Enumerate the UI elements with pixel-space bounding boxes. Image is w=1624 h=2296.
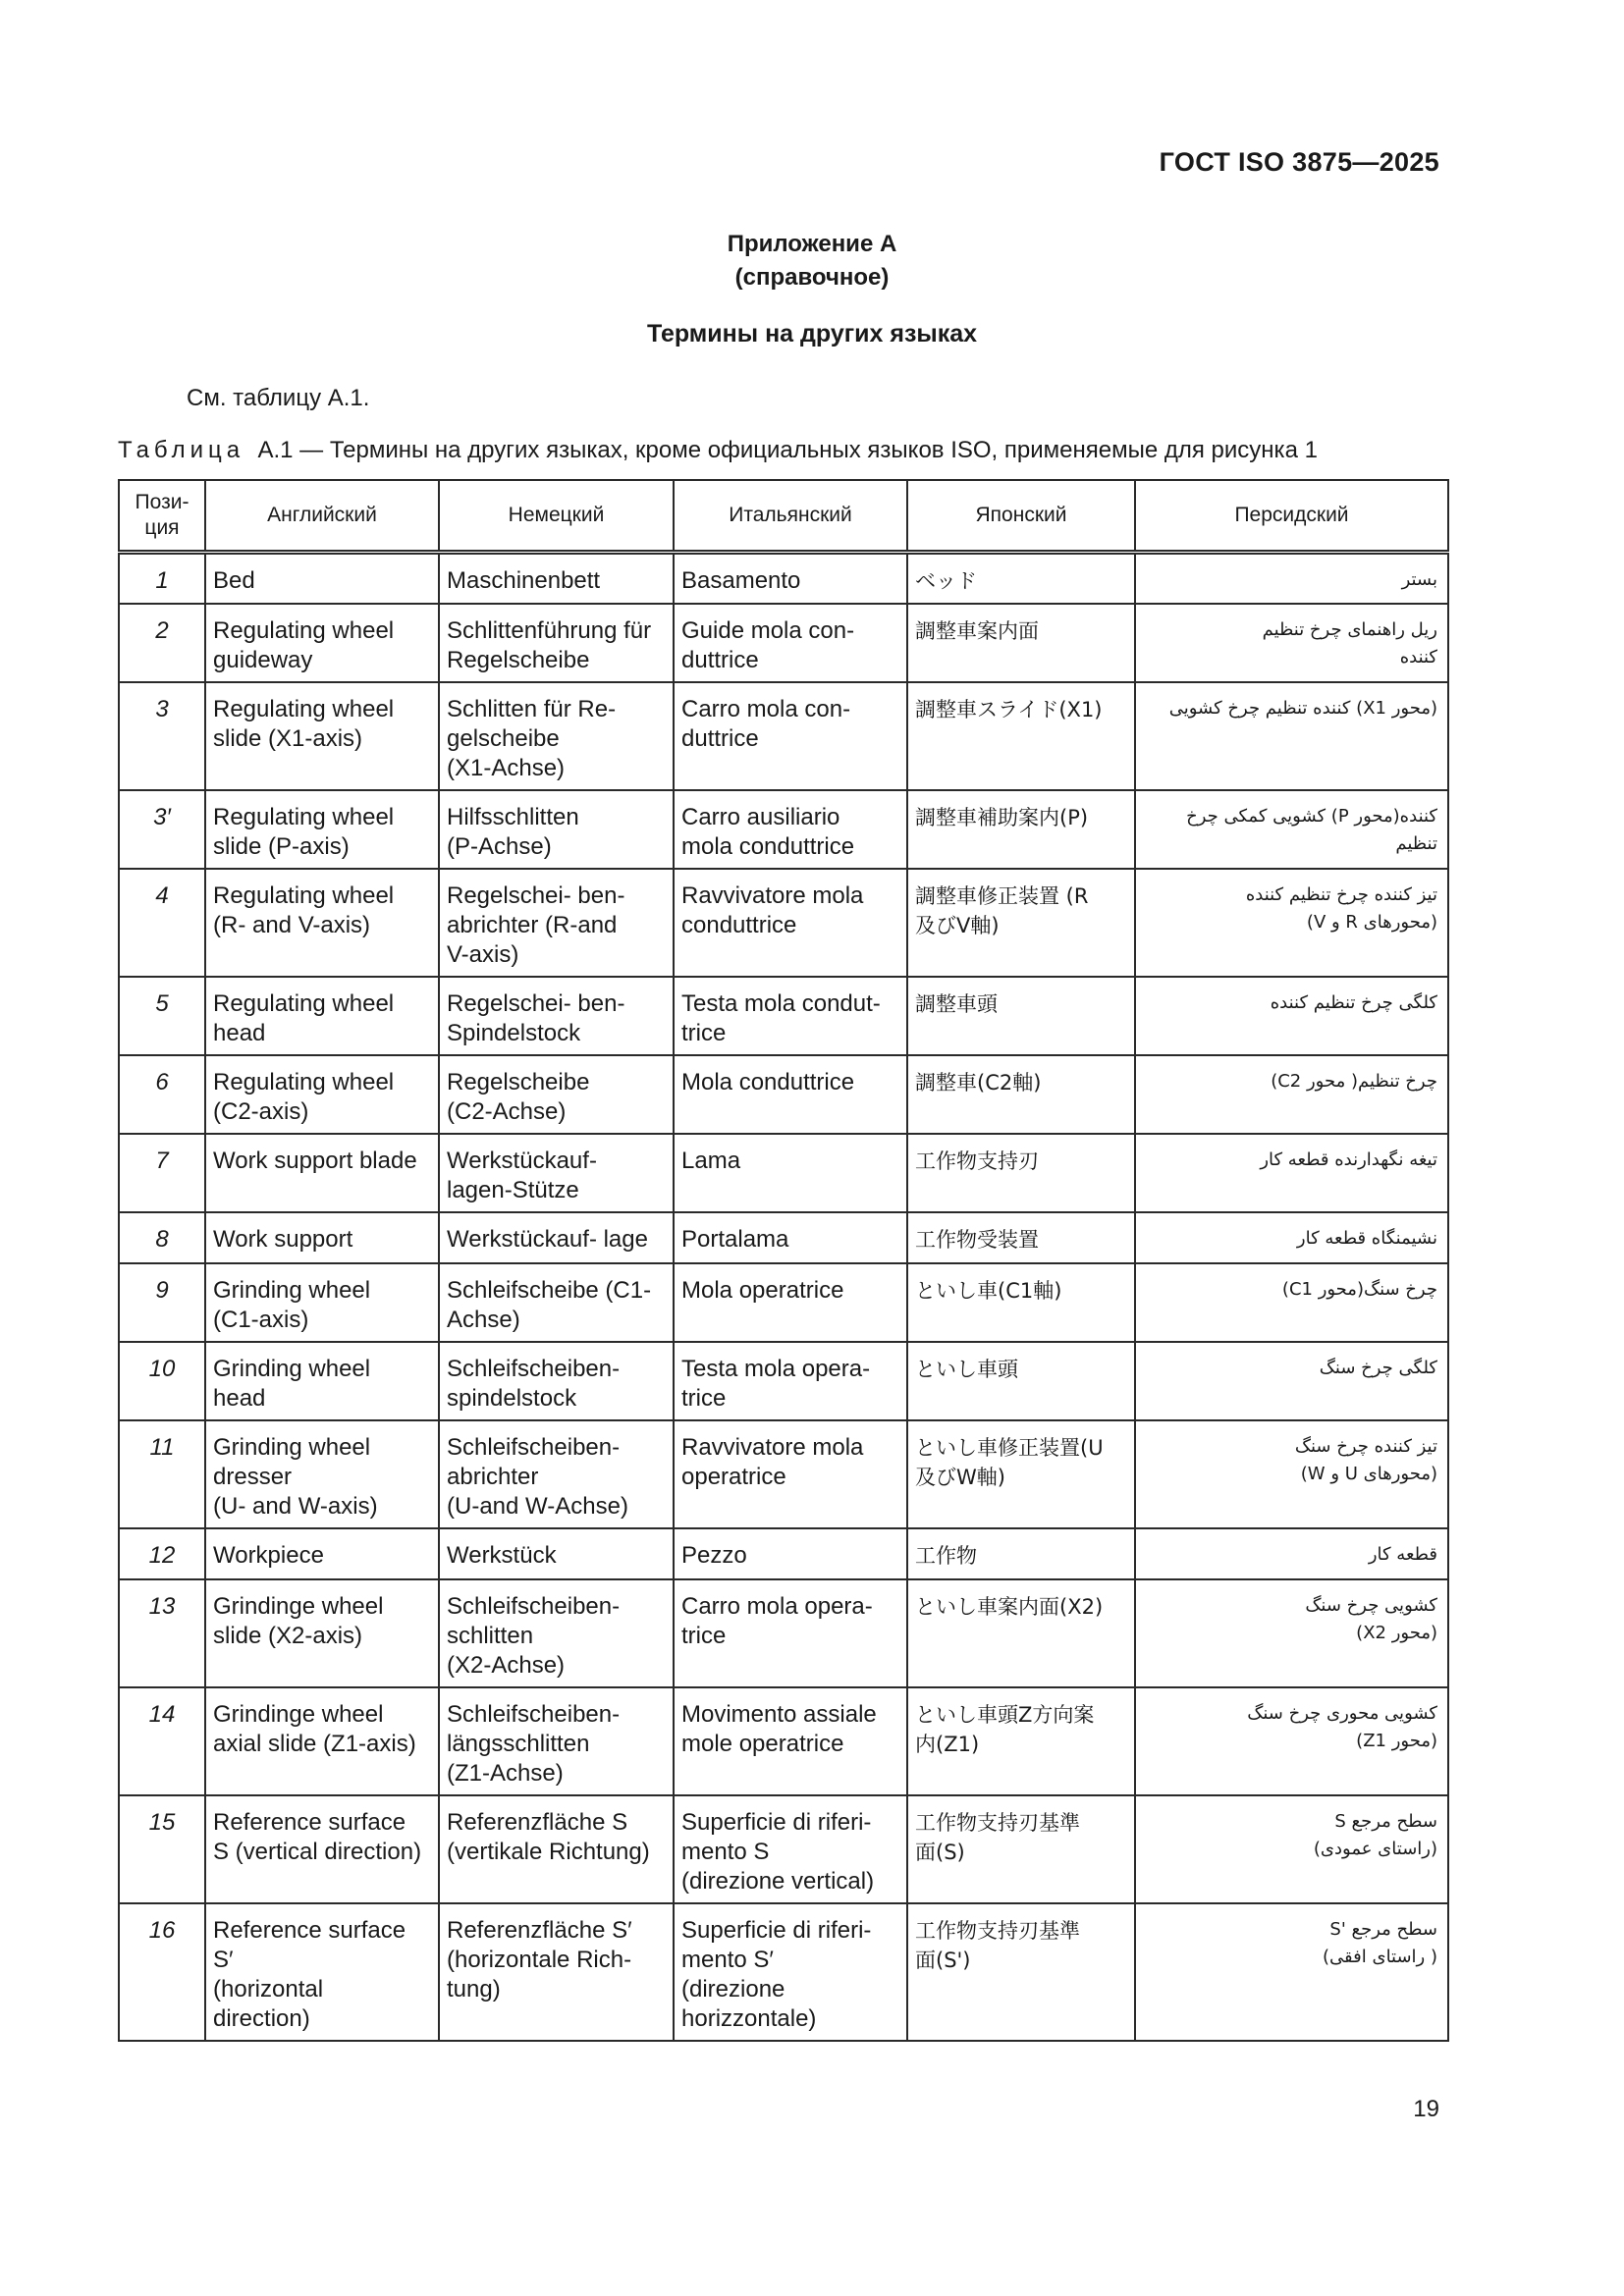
table-row: [119, 1903, 1448, 2041]
cell-position: 2: [119, 604, 205, 682]
cell-english: Grindinge wheel axial slide (Z1-axis): [205, 1687, 439, 1795]
cell-german: Schleifscheiben- längsschlitten (Z1-Achse): [439, 1687, 674, 1795]
cell-persian: سطح مرجع S (راستای عمودی): [1135, 1795, 1448, 1903]
table-row: [119, 1134, 1448, 1212]
cell-english: Regulating wheel (C2-axis): [205, 1055, 439, 1134]
cell-german: Hilfsschlitten (P-Achse): [439, 790, 674, 869]
table-row: [119, 1528, 1448, 1579]
cell-italian: Carro ausiliario mola conduttrice: [674, 790, 907, 869]
table-row: [119, 604, 1448, 682]
cell-italian: Ravvivatore mola conduttrice: [674, 869, 907, 977]
cell-english: Regulating wheel head: [205, 977, 439, 1055]
cell-position: 11: [119, 1420, 205, 1528]
cell-position: 4: [119, 869, 205, 977]
cell-german: Regelschei- ben- abrichter (R-and V-axis): [439, 869, 674, 977]
table-row: [119, 790, 1448, 869]
cell-japanese: 調整車補助案内(P): [907, 790, 1135, 869]
cell-persian: کننده(محور P) کشویی کمکی چرخ تنظیم: [1135, 790, 1448, 869]
page-number: 19: [1413, 2096, 1439, 2122]
cell-japanese: 調整車スライド(X1): [907, 682, 1135, 790]
cell-persian: ریل راهنمای چرخ تنظیم کننده: [1135, 604, 1448, 682]
cell-german: Maschinenbett: [439, 553, 674, 604]
cell-japanese: 調整車頭: [907, 977, 1135, 1055]
column-header-position: Пози- ция: [119, 480, 205, 553]
table-row: [119, 1055, 1448, 1134]
cell-italian: Lama: [674, 1134, 907, 1212]
cell-position: 9: [119, 1263, 205, 1342]
cell-german: Schlitten für Re- gelscheibe (X1-Achse): [439, 682, 674, 790]
table-caption-text: А.1 — Термины на других языках, кроме официальных языков ISO, применяемые для рисунка 1: [257, 437, 1318, 463]
cell-german: Referenzfläche S′ (horizontale Rich- tung): [439, 1903, 674, 2041]
cell-italian: Ravvivatore mola operatrice: [674, 1420, 907, 1528]
cell-english: Grinding wheel (C1-axis): [205, 1263, 439, 1342]
column-header-japanese: Японский: [907, 480, 1135, 553]
cell-japanese: 工作物支持刃基準 面(S'): [907, 1903, 1135, 2041]
terms-table: [118, 479, 1449, 2042]
table-reference-text: См. таблицу А.1.: [187, 385, 370, 411]
cell-position: 5: [119, 977, 205, 1055]
cell-german: Werkstück: [439, 1528, 674, 1579]
cell-english: Grindinge wheel slide (X2-axis): [205, 1579, 439, 1687]
cell-japanese: 調整車(C2軸): [907, 1055, 1135, 1134]
cell-japanese: ベッド: [907, 553, 1135, 604]
table-caption: [118, 437, 1318, 464]
cell-german: Schlittenführung für Regelscheibe: [439, 604, 674, 682]
cell-japanese: といし車(C1軸): [907, 1263, 1135, 1342]
cell-japanese: 工作物受装置: [907, 1212, 1135, 1263]
cell-position: 6: [119, 1055, 205, 1134]
cell-persian: قطعه کار: [1135, 1528, 1448, 1579]
cell-english: Regulating wheel guideway: [205, 604, 439, 682]
table-row: [119, 1263, 1448, 1342]
cell-german: Regelscheibe (C2-Achse): [439, 1055, 674, 1134]
cell-persian: چرخ سنگ(محور C1): [1135, 1263, 1448, 1342]
cell-italian: Movimento assiale mole operatrice: [674, 1687, 907, 1795]
cell-italian: Portalama: [674, 1212, 907, 1263]
table-row: [119, 1579, 1448, 1687]
table-row: [119, 1795, 1448, 1903]
cell-position: 12: [119, 1528, 205, 1579]
cell-position: 3: [119, 682, 205, 790]
cell-persian: تیز کننده چرخ سنگ (محورهای U و W): [1135, 1420, 1448, 1528]
cell-position: 1: [119, 553, 205, 604]
cell-english: Regulating wheel slide (X1-axis): [205, 682, 439, 790]
column-header-english: Английский: [205, 480, 439, 553]
table-row: [119, 1687, 1448, 1795]
cell-japanese: 工作物: [907, 1528, 1135, 1579]
column-header-german: Немецкий: [439, 480, 674, 553]
cell-persian: تیز کننده چرخ تنظیم کننده (محورهای R و V): [1135, 869, 1448, 977]
cell-japanese: といし車頭Z方向案 内(Z1): [907, 1687, 1135, 1795]
cell-italian: Testa mola condut- trice: [674, 977, 907, 1055]
cell-japanese: といし車修正装置(U 及びW軸): [907, 1420, 1135, 1528]
cell-italian: Pezzo: [674, 1528, 907, 1579]
cell-english: Workpiece: [205, 1528, 439, 1579]
table-caption-label: Таблица: [118, 437, 245, 463]
cell-german: Schleifscheibe (C1- Achse): [439, 1263, 674, 1342]
cell-italian: Superficie di riferi- mento S (direzione vertical): [674, 1795, 907, 1903]
cell-position: 13: [119, 1579, 205, 1687]
cell-persian: چرخ تنظیم( محور C2): [1135, 1055, 1448, 1134]
cell-german: Schleifscheiben- schlitten (X2-Achse): [439, 1579, 674, 1687]
cell-german: Werkstückauf- lage: [439, 1212, 674, 1263]
cell-english: Bed: [205, 553, 439, 604]
column-header-italian: Итальянский: [674, 480, 907, 553]
cell-italian: Testa mola opera- trice: [674, 1342, 907, 1420]
cell-english: Grinding wheel dresser (U- and W-axis): [205, 1420, 439, 1528]
cell-italian: Carro mola con- duttrice: [674, 682, 907, 790]
table-row: [119, 1212, 1448, 1263]
cell-german: Regelschei- ben- Spindelstock: [439, 977, 674, 1055]
document-code: ГОСТ ISO 3875—2025: [1159, 147, 1439, 177]
cell-persian: کشویی چرخ سنگ (محور X2): [1135, 1579, 1448, 1687]
table-row: [119, 1342, 1448, 1420]
table-row: [119, 869, 1448, 977]
cell-japanese: といし車案内面(X2): [907, 1579, 1135, 1687]
cell-japanese: といし車頭: [907, 1342, 1135, 1420]
cell-persian: کلگی چرخ تنظیم کننده: [1135, 977, 1448, 1055]
cell-japanese: 調整車修正装置 (R 及びV軸): [907, 869, 1135, 977]
column-header-persian: Персидский: [1135, 480, 1448, 553]
cell-persian: نشیمنگاه قطعه کار: [1135, 1212, 1448, 1263]
cell-position: 3′: [119, 790, 205, 869]
section-title: Термины на других языках: [646, 320, 978, 347]
cell-persian: بستر: [1135, 553, 1448, 604]
cell-german: Referenzfläche S (vertikale Richtung): [439, 1795, 674, 1903]
cell-japanese: 工作物支持刃: [907, 1134, 1135, 1212]
cell-italian: Mola operatrice: [674, 1263, 907, 1342]
cell-italian: Mola conduttrice: [674, 1055, 907, 1134]
cell-position: 15: [119, 1795, 205, 1903]
cell-position: 8: [119, 1212, 205, 1263]
cell-italian: Superficie di riferi- mento S′ (direzione horizzontale): [674, 1903, 907, 2041]
cell-english: Work support blade: [205, 1134, 439, 1212]
cell-english: Regulating wheel slide (P-axis): [205, 790, 439, 869]
cell-italian: Basamento: [674, 553, 907, 604]
table-row: [119, 1420, 1448, 1528]
cell-position: 14: [119, 1687, 205, 1795]
annex-title: Приложение А: [727, 231, 897, 257]
cell-position: 10: [119, 1342, 205, 1420]
cell-english: Reference surface S (vertical direction): [205, 1795, 439, 1903]
annex-subtitle: (справочное): [734, 264, 890, 291]
cell-persian: (محور X1) کننده تنظیم چرخ کشویی: [1135, 682, 1448, 790]
cell-english: Regulating wheel (R- and V-axis): [205, 869, 439, 977]
cell-english: Reference surface S′ (horizontal direction): [205, 1903, 439, 2041]
cell-japanese: 調整車案内面: [907, 604, 1135, 682]
cell-persian: کشویی محوری چرخ سنگ (محور Z1): [1135, 1687, 1448, 1795]
cell-italian: Carro mola opera- trice: [674, 1579, 907, 1687]
cell-position: 16: [119, 1903, 205, 2041]
table-body: [119, 553, 1448, 2041]
table-row: [119, 977, 1448, 1055]
table-row: [119, 553, 1448, 604]
cell-italian: Guide mola con- duttrice: [674, 604, 907, 682]
cell-german: Schleifscheiben- abrichter (U-and W-Achse): [439, 1420, 674, 1528]
cell-persian: کلگی چرخ سنگ: [1135, 1342, 1448, 1420]
table-row: [119, 682, 1448, 790]
table-header-row: [119, 480, 1448, 553]
cell-english: Grinding wheel head: [205, 1342, 439, 1420]
cell-english: Work support: [205, 1212, 439, 1263]
annex-heading: [0, 228, 1624, 294]
cell-persian: سطح مرجع 'S ( راستای افقی): [1135, 1903, 1448, 2041]
cell-persian: تیغه نگهدارنده قطعه کار: [1135, 1134, 1448, 1212]
cell-german: Werkstückauf- lagen-Stütze: [439, 1134, 674, 1212]
cell-position: 7: [119, 1134, 205, 1212]
cell-german: Schleifscheiben- spindelstock: [439, 1342, 674, 1420]
cell-japanese: 工作物支持刃基準 面(S): [907, 1795, 1135, 1903]
